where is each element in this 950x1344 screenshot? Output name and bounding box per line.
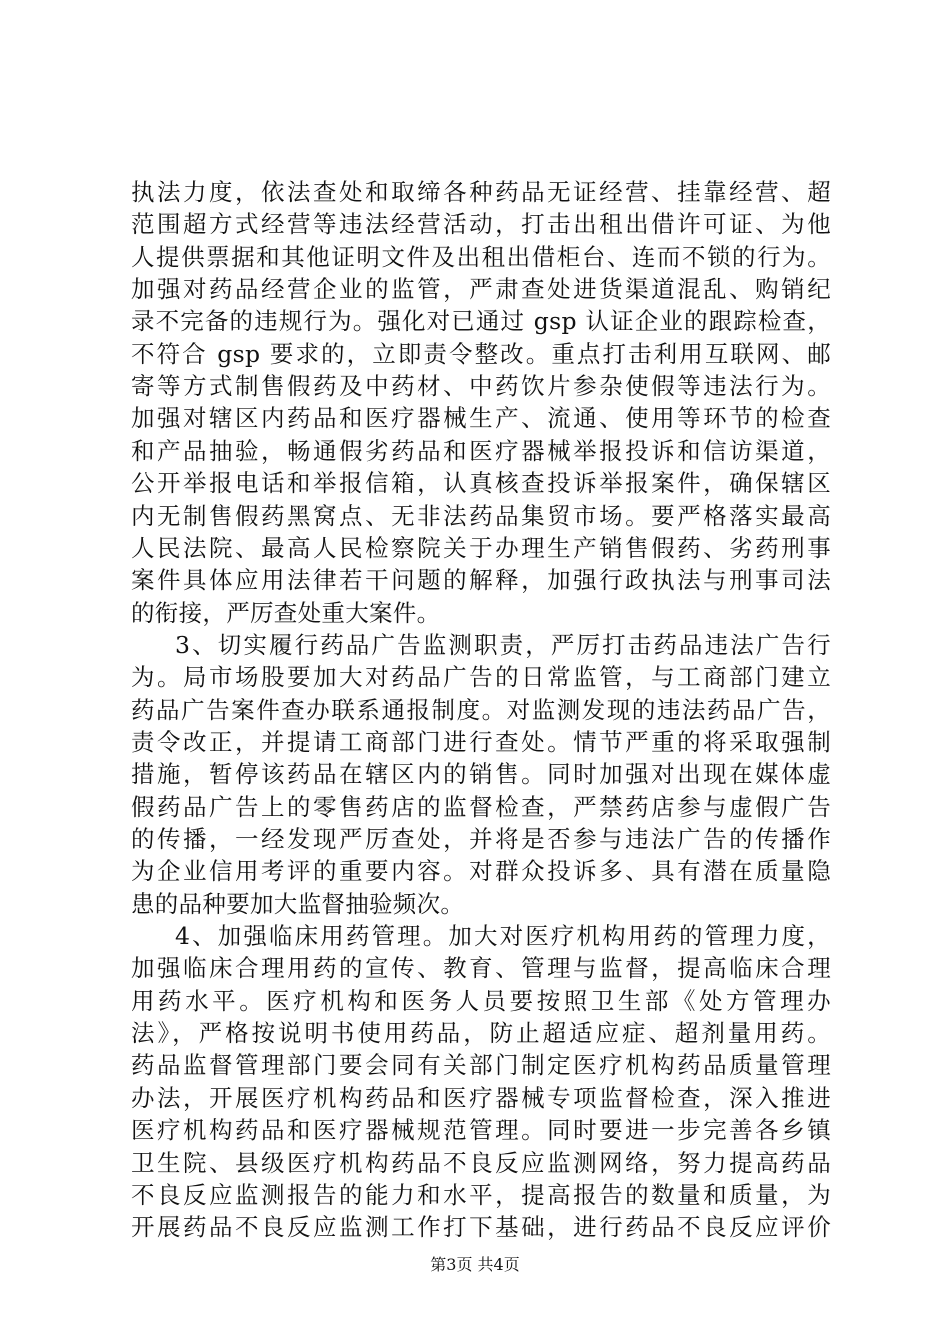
text-line: 公开举报电话和举报信箱，认真核查投诉举报案件，确保辖区 <box>131 469 831 498</box>
text-line: 4、加强临床用药管理。加大对医疗机构用药的管理力度， <box>175 922 831 951</box>
text-line: 加强对药品经营企业的监管，严肃查处进货渠道混乱、购销纪 <box>131 275 831 304</box>
text-line: 范围超方式经营等违法经营活动，打击出租出借许可证、为他 <box>131 210 831 239</box>
page-footer: 第3页 共4页 <box>430 1255 520 1274</box>
text-line: 人提供票据和其他证明文件及出租出借柜台、连而不锁的行为。 <box>131 242 831 271</box>
text-line: 的衔接，严厉查处重大案件。 <box>131 598 441 627</box>
text-line: 内无制售假药黑窝点、无非法药品集贸市场。要严格落实最高 <box>131 501 831 530</box>
text-line: 药品广告案件查办联系通报制度。对监测发现的违法药品广告， <box>131 695 831 724</box>
text-line: 为。局市场股要加大对药品广告的日常监管，与工商部门建立 <box>131 663 831 692</box>
text-line: 加强临床合理用药的宣传、教育、管理与监督，提高临床合理 <box>131 954 831 983</box>
text-line: 不良反应监测报告的能力和水平，提高报告的数量和质量，为 <box>131 1180 831 1209</box>
text-line: 执法力度，依法查处和取缔各种药品无证经营、挂靠经营、超 <box>131 178 831 206</box>
text-line: 寄等方式制售假药及中药材、中药饮片参杂使假等违法行为。 <box>131 372 831 401</box>
text-line: 药品监督管理部门要会同有关部门制定医疗机构药品质量管理 <box>131 1051 831 1080</box>
text-line: 人民法院、最高人民检察院关于办理生产销售假药、劣药刑事 <box>131 533 831 562</box>
text-line: 不符合 gsp 要求的，立即责令整改。重点打击利用互联网、邮 <box>131 339 831 368</box>
text-line: 卫生院、县级医疗机构药品不良反应监测网络，努力提高药品 <box>131 1148 831 1177</box>
text-line: 措施，暂停该药品在辖区内的销售。同时加强对出现在媒体虚 <box>131 760 831 789</box>
text-line: 3、切实履行药品广告监测职责，严厉打击药品违法广告行 <box>175 630 831 659</box>
text-line: 办法，开展医疗机构药品和医疗器械专项监督检查，深入推进 <box>131 1083 831 1112</box>
text-line: 录不完备的违规行为。强化对已通过 gsp 认证企业的跟踪检查， <box>131 307 831 336</box>
text-line: 开展药品不良反应监测工作打下基础，进行药品不良反应评价 <box>131 1213 831 1242</box>
text-line: 用药水平。医疗机构和医务人员要按照卫生部《处方管理办 <box>131 986 831 1015</box>
text-line: 的传播，一经发现严厉查处，并将是否参与违法广告的传播作 <box>131 825 831 853</box>
text-line: 医疗机构药品和医疗器械规范管理。同时要进一步完善各乡镇 <box>131 1116 831 1145</box>
text-line: 为企业信用考评的重要内容。对群众投诉多、具有潜在质量隐 <box>131 857 831 886</box>
text-line: 加强对辖区内药品和医疗器械生产、流通、使用等环节的检查 <box>131 404 831 433</box>
text-line: 和产品抽验，畅通假劣药品和医疗器械举报投诉和信访渠道， <box>131 436 831 465</box>
text-line: 假药品广告上的零售药店的监督检查，严禁药店参与虚假广告 <box>131 792 831 821</box>
text-line: 责令改正，并提请工商部门进行查处。情节严重的将采取强制 <box>131 727 831 756</box>
text-line: 法》，严格按说明书使用药品，防止超适应症、超剂量用药。 <box>131 1019 831 1048</box>
text-line: 案件具体应用法律若干问题的解释，加强行政执法与刑事司法 <box>131 566 831 595</box>
text-line: 患的品种要加大监督抽验频次。 <box>131 889 465 918</box>
